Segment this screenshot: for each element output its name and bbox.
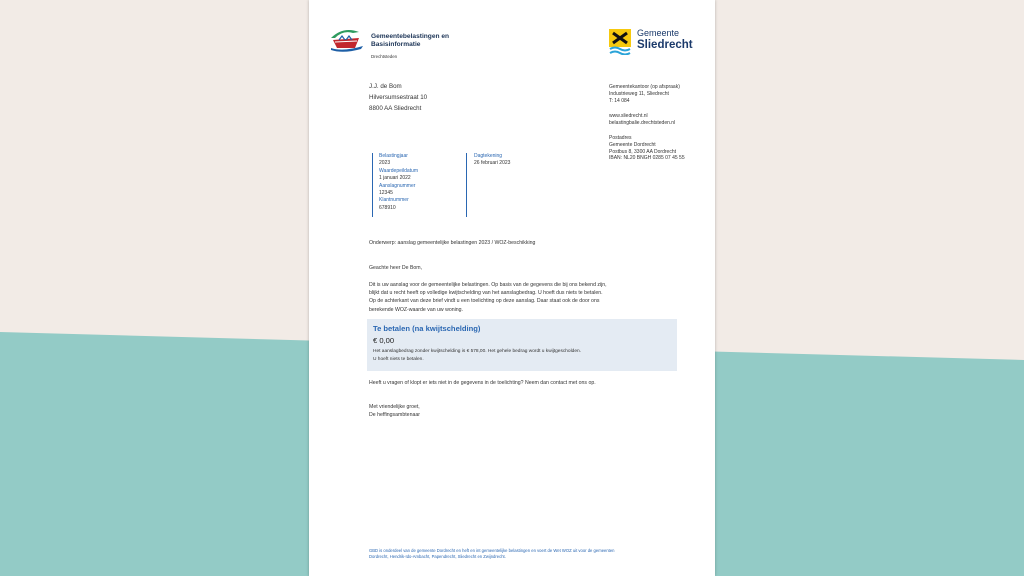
recipient-name: J.J. de Bom: [369, 83, 402, 90]
sender-office: Gemeentekantoor (op afspraak): [609, 84, 680, 90]
paragraph-line: Op de achterkant van deze brief vindt u een toelichting op deze aanslag. Daar staat ook de door ons: [369, 298, 600, 305]
sender-phone: T: 14 084: [609, 98, 630, 104]
letter-closing: [369, 403, 420, 419]
payment-text: [373, 348, 581, 363]
payment-amount: € 0,00: [373, 336, 395, 345]
postal-name: Gemeente Dordrecht: [609, 142, 656, 148]
klantnummer-label: Klantnummer: [379, 197, 409, 204]
sliedrecht-crest-icon: [609, 29, 631, 55]
letter-greeting: Geachte heer De Bom,: [369, 265, 423, 271]
letter-footer: [369, 548, 709, 560]
sender-web2: belastingbalie.drechtsteden.nl: [609, 120, 676, 126]
meta-divider-left: [372, 153, 373, 217]
closing-line: Met vriendelijke groet,: [369, 404, 420, 410]
meta-divider-right: [466, 153, 467, 217]
sender-info: [609, 84, 680, 156]
payment-block: [367, 319, 677, 371]
postal-label: Postadres: [609, 135, 632, 141]
meta-left-block: [379, 153, 418, 212]
recipient-city: 8800 AA Sliedrecht: [369, 105, 422, 112]
sender-office-street: Industrieweg 11, Sliedrecht: [609, 91, 669, 97]
sender-web1: www.sliedrecht.nl: [609, 113, 648, 119]
aanslagnummer-value: 12345: [379, 190, 393, 197]
gbd-name: [371, 33, 449, 49]
footer-line: GBD is onderdeel van de gemeente Dordrecht en heft en int gemeentelijke belastingen en voert de Wet WOZ uit voor de gemeenten: [369, 548, 615, 553]
payment-text-line: U hoeft niets te betalen.: [373, 356, 424, 362]
meta-right-block: [474, 153, 510, 168]
payment-title: Te betalen (na kwijtschelding): [373, 324, 481, 333]
payment-text-line: Het aanslagbedrag zonder kwijtschelding is € 578,00. Het gehele bedrag wordt u kwijtgescholden.: [373, 349, 581, 354]
dagtekening-label: Dagtekening: [474, 153, 503, 159]
iban-number: IBAN: NL20 BNGH 0285 07 45 55: [609, 155, 685, 161]
paragraph-line: blijkt dat u recht heeft op volledige kwijtschelding van het aanslagbedrag. U hoeft dus niets te betalen.: [369, 290, 603, 297]
belastingjaar-value: 2023: [379, 160, 391, 167]
paragraph-line: Dit is uw aanslag voor de gemeentelijke belastingen. Op basis van de gegevens die bij ons bekend zijn,: [369, 282, 607, 288]
letter-question: Heeft u vragen of klopt er iets niet in de gegevens in de toelichting? Neem dan contact met ons op.: [369, 380, 596, 386]
dagtekening-value: 26 februari 2023: [474, 160, 511, 167]
aanslagnummer-label: Aanslagnummer: [379, 182, 416, 189]
footer-line: Dordrecht, Hendrik-Ido-Ambacht, Papendrecht, Sliedrecht en Zwijndrecht.: [369, 554, 506, 559]
waardepeildatum-label: Waardepeildatum: [379, 167, 419, 174]
sliedrecht-gemeente-label: Gemeente: [637, 28, 680, 38]
gbd-subtitle: Drechtsteden: [371, 54, 398, 59]
paragraph-line: berekende WOZ-waarde van uw woning.: [369, 306, 463, 313]
letter-page: [309, 0, 715, 576]
letter-paragraph: [369, 281, 607, 314]
waardepeildatum-value: 1 januari 2022: [379, 175, 411, 182]
postal-box: Postbus 8, 3300 AA Dordrecht: [609, 149, 676, 155]
sliedrecht-name-label: Sliedrecht: [637, 39, 693, 51]
recipient-street: Hilversumsestraat 10: [369, 94, 428, 101]
klantnummer-value: 678910: [379, 204, 396, 211]
belastingjaar-label: Belastingjaar: [379, 153, 408, 159]
recipient-address: [369, 81, 427, 114]
gbd-name-line2: Basisinformatie: [371, 41, 421, 48]
ship-logo-icon: [329, 26, 373, 52]
closing-signature: De heffingsambtenaar: [369, 412, 420, 419]
gbd-name-line1: Gemeentebelastingen en: [371, 33, 450, 40]
letter-subject: Onderwerp: aanslag gemeentelijke belastingen 2023 / WOZ-beschikking: [369, 240, 536, 246]
